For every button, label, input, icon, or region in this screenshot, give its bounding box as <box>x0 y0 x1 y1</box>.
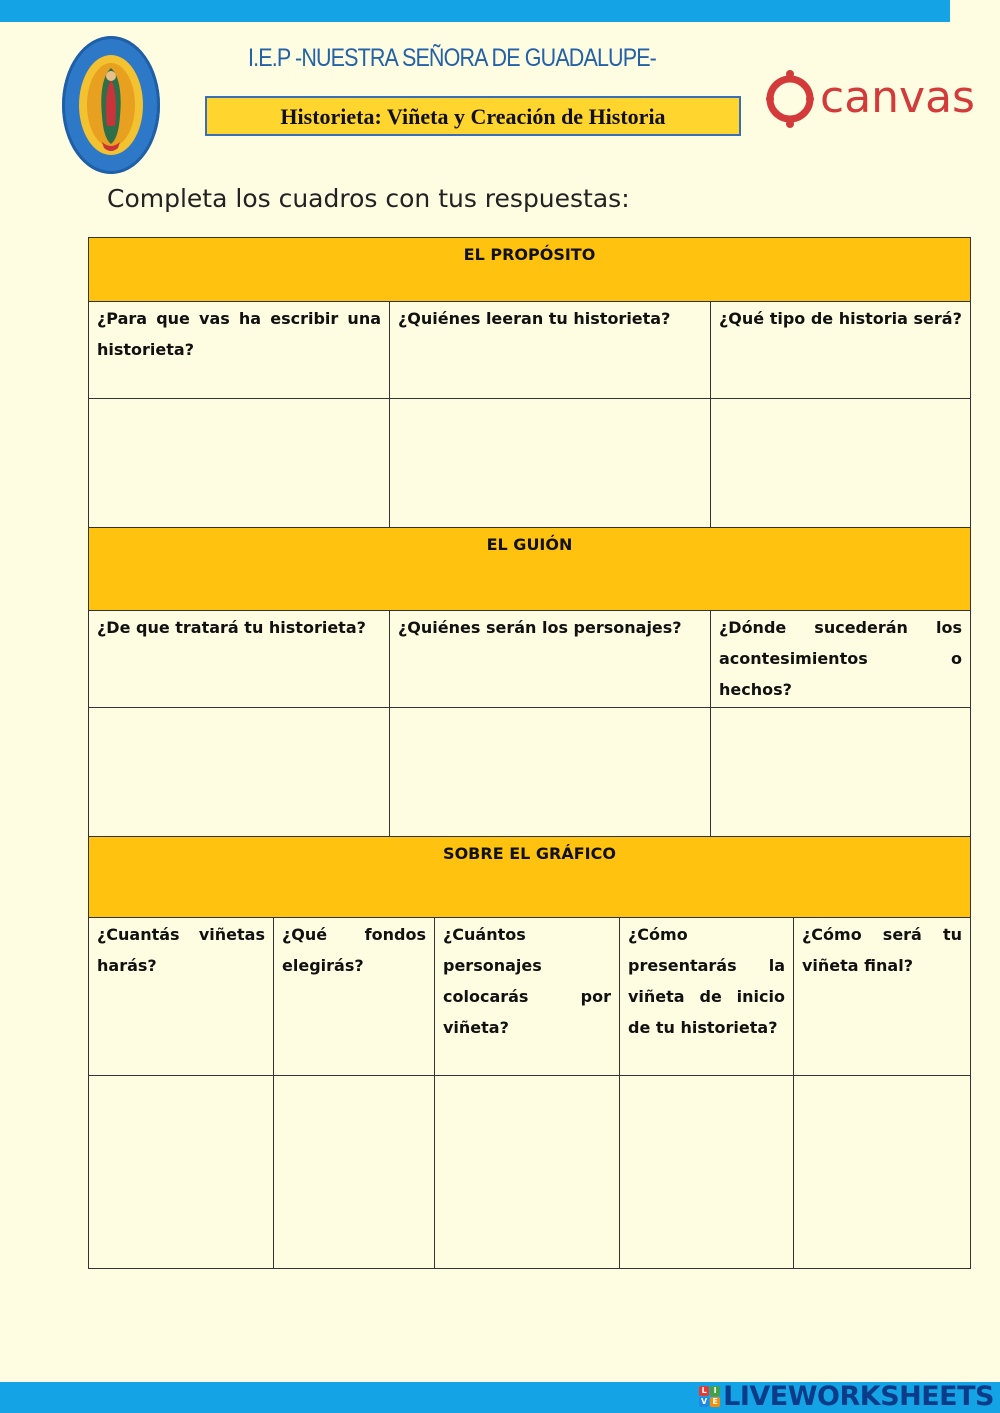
section-header-proposito: EL PROPÓSITO <box>88 237 971 302</box>
school-name: I.E.P -NUESTRA SEÑORA DE GUADALUPE- <box>248 44 656 72</box>
answer-field[interactable] <box>710 398 971 528</box>
brand-mark-letter: I <box>710 1386 720 1396</box>
question-cell: ¿Cómo será tu viñeta final? <box>793 917 971 1076</box>
question-cell: ¿Para que vas ha escribir una historieta? <box>88 301 390 399</box>
canvas-wordmark: canvas <box>820 72 975 123</box>
answer-field[interactable] <box>88 707 390 837</box>
answer-field[interactable] <box>619 1075 794 1269</box>
brand-mark-letter: L <box>699 1386 709 1396</box>
question-cell: ¿Cómo presentarás la viñeta de inicio de tu historieta? <box>619 917 794 1076</box>
liveworksheets-wordmark: LIVEWORKSHEETS <box>723 1380 994 1412</box>
question-cell: ¿Cuantás viñetas harás? <box>88 917 274 1076</box>
top-accent-bar <box>0 0 950 22</box>
brand-mark-letter: E <box>710 1397 720 1407</box>
answer-field[interactable] <box>88 1075 274 1269</box>
liveworksheets-mark-icon <box>699 1386 720 1407</box>
instructions: Completa los cuadros con tus respuestas: <box>107 184 630 213</box>
section-header-guion: EL GUIÓN <box>88 527 971 611</box>
answer-field[interactable] <box>88 398 390 528</box>
question-cell: ¿De que tratará tu historieta? <box>88 610 390 708</box>
brand-mark-letter: V <box>701 1396 708 1406</box>
section-header-grafico: SOBRE EL GRÁFICO <box>88 836 971 918</box>
answer-field[interactable] <box>389 707 711 837</box>
answer-field[interactable] <box>273 1075 435 1269</box>
answer-field[interactable] <box>793 1075 971 1269</box>
answer-field[interactable] <box>710 707 971 837</box>
answer-field[interactable] <box>389 398 711 528</box>
liveworksheets-brand[interactable] <box>699 1379 994 1413</box>
question-cell: ¿Cuántos personajes colocarás por viñeta? <box>434 917 620 1076</box>
question-cell: ¿Quiénes leeran tu historieta? <box>389 301 711 399</box>
question-cell: ¿Quiénes serán los personajes? <box>389 610 711 708</box>
question-cell: ¿Qué fondos elegirás? <box>273 917 435 1076</box>
worksheet-title: Historieta: Viñeta y Creación de Historia <box>205 96 741 136</box>
question-cell: ¿Qué tipo de historia será? <box>710 301 971 399</box>
question-cell: ¿Dónde sucederán los acontesimientos o hechos? <box>710 610 971 708</box>
school-logo <box>62 36 160 174</box>
answer-field[interactable] <box>434 1075 620 1269</box>
